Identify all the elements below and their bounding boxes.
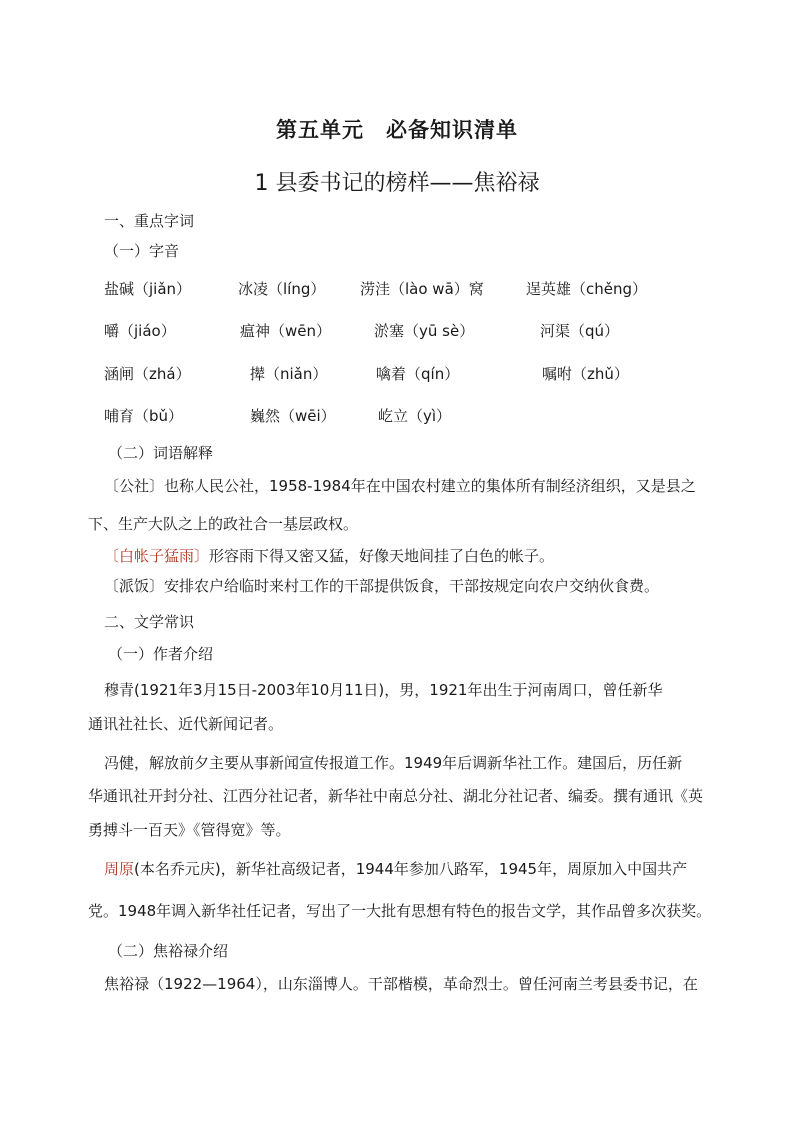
author-fengjian-line1: 冯健，解放前夕主要从事新闻宣传报道工作。1949年后调新华社工作。建国后，历任新 — [104, 754, 683, 772]
jiaoyulu-intro-line1: 焦裕禄（1922—1964），山东淄博人。干部楷模，革命烈士。曾任河南兰考县委书记，在 — [104, 975, 698, 993]
section-heading-vocab: 一、重点字词 — [104, 212, 195, 230]
author-zhouyuan-line2: 党。1948年调入新华社任记者，写出了一大批有思想有特色的报告文学，其作品曾多次获奖。 — [88, 902, 712, 920]
author-muqing-line2: 通讯社社长、近代新闻记者。 — [88, 715, 284, 733]
pronunciation-item: 撵（niǎn） — [250, 365, 328, 383]
author-zhouyuan-text: (本名乔元庆)，新华社高级记者，1944年参加八路军，1945年，周原加入中国共产 — [134, 860, 688, 878]
subheading-definitions: （二）词语解释 — [108, 444, 214, 462]
author-muqing-line1: 穆青(1921年3月15日-2003年10月11日)，男，1921年出生于河南周口，曾任新华 — [104, 681, 663, 699]
pronunciation-item: 嚼（jiáo） — [104, 322, 176, 340]
section-heading-literature: 二、文学常识 — [104, 613, 195, 631]
pronunciation-item: 涵闸（zhá） — [104, 365, 191, 383]
definition-gongshe-line1: 〔公社〕也称人民公社，1958-1984年在中国农村建立的集体所有制经济组织，又是县之 — [104, 477, 696, 495]
author-fengjian-line2: 华通讯社开封分社、江西分社记者，新华社中南总分社、湖北分社记者、编委。撰有通讯《英 — [88, 787, 704, 805]
pronunciation-item: 淤塞（yū sè） — [374, 322, 475, 340]
author-name-highlight: 周原 — [104, 860, 135, 878]
definition-gongshe-line2: 下、生产大队之上的政社合一基层政权。 — [88, 515, 359, 533]
author-fengjian-line3: 勇搏斗一百天》《管得宽》等。 — [88, 821, 291, 839]
definition-baizhangzi — [104, 549, 554, 564]
lesson-title: 1 县委书记的榜样——焦裕禄 — [254, 171, 540, 196]
author-zhouyuan-line1 — [104, 862, 687, 877]
pronunciation-item: 河渠（qú） — [540, 322, 620, 340]
pronunciation-item: 涝洼（lào wā）窝 — [360, 280, 484, 298]
subheading-authors: （一）作者介绍 — [108, 645, 214, 663]
pronunciation-item: 冰凌（líng） — [238, 280, 326, 298]
page-title: 第五单元 必备知识清单 — [276, 118, 518, 142]
pronunciation-item: 瘟神（wēn） — [240, 322, 332, 340]
subheading-pronunciation: （一）字音 — [104, 242, 180, 260]
pronunciation-item: 逞英雄（chěng） — [526, 280, 648, 298]
pronunciation-item: 嘱咐（zhǔ） — [542, 365, 629, 383]
pronunciation-item: 噙着（qín） — [376, 365, 460, 383]
definition-text: 形容雨下得又密又猛，好像天地间挂了白色的帐子。 — [209, 547, 555, 565]
definition-term-highlight: 〔白帐子猛雨〕 — [104, 547, 210, 565]
definition-paifan: 〔派饭〕安排农户给临时来村工作的干部提供饭食，干部按规定向农户交纳伙食费。 — [104, 577, 660, 595]
pronunciation-item: 屹立（yì） — [378, 407, 452, 425]
pronunciation-item: 盐碱（jiǎn） — [104, 280, 192, 298]
pronunciation-item: 哺育（bǔ） — [104, 407, 184, 425]
pronunciation-item: 巍然（wēi） — [250, 407, 336, 425]
subheading-jiaoyulu: （二）焦裕禄介绍 — [108, 942, 229, 960]
